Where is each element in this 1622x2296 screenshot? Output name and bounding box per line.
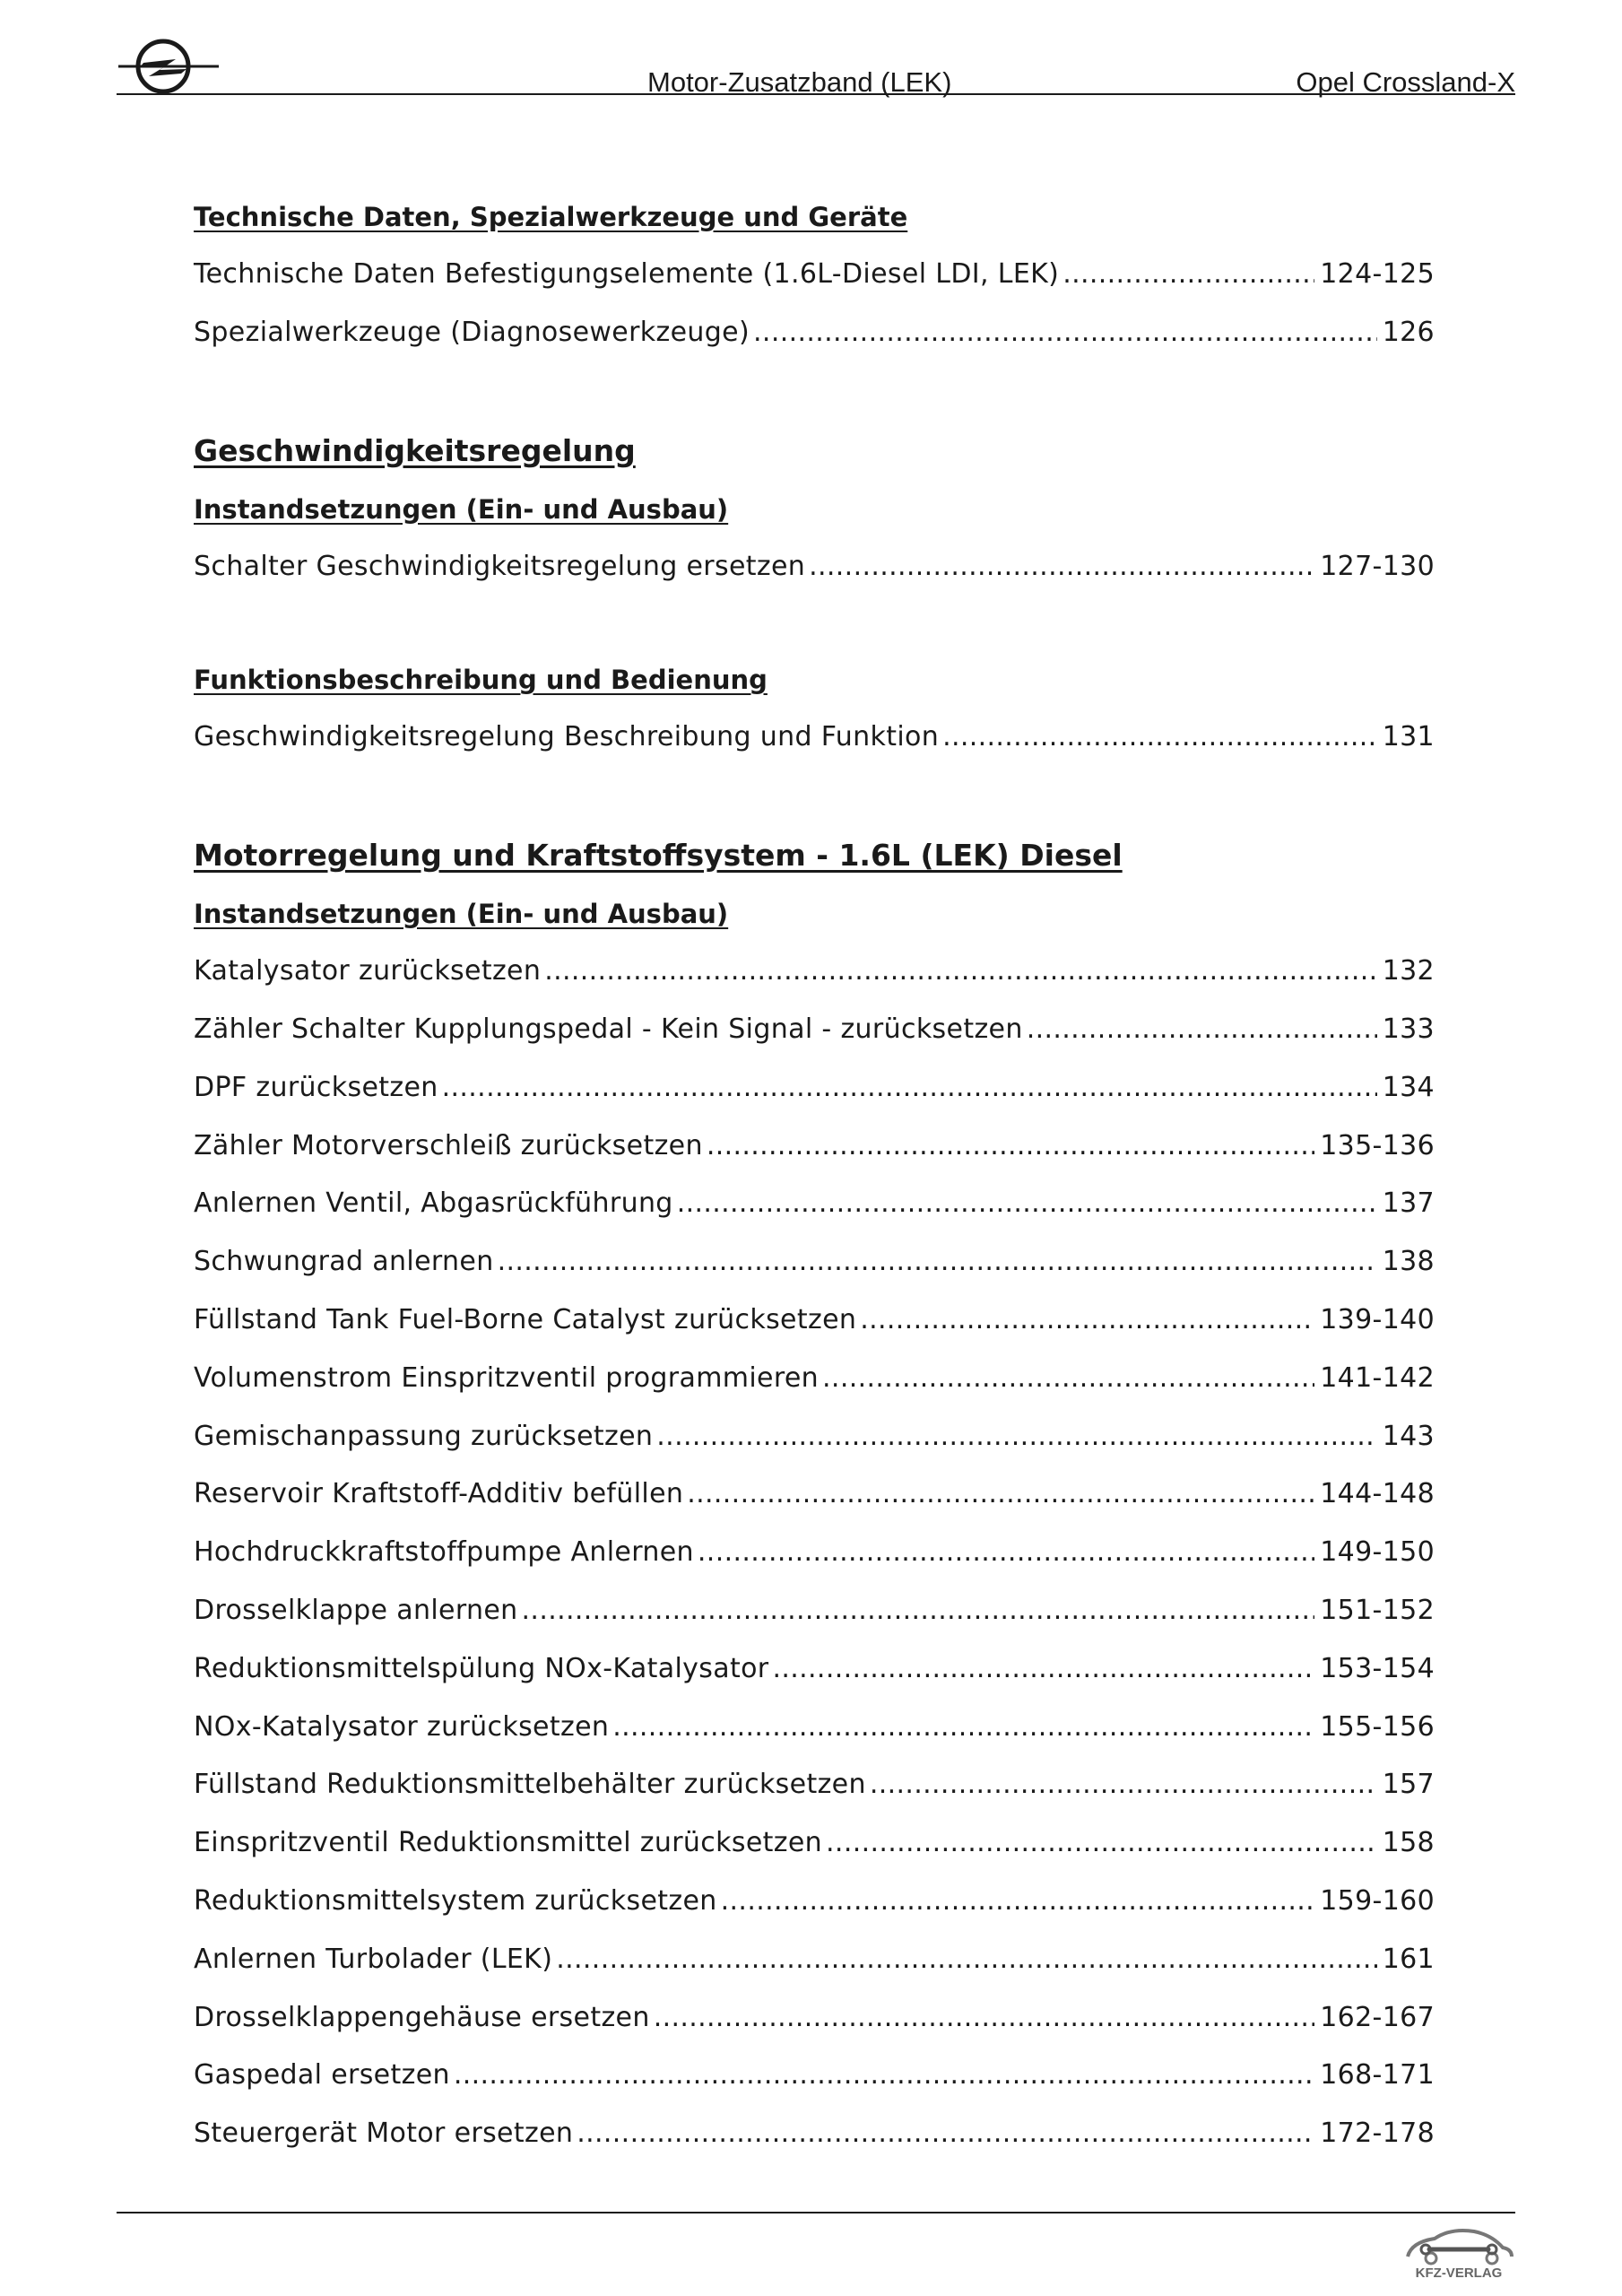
- toc-entry-title: Schalter Geschwindigkeitsregelung ersetzen: [194, 550, 806, 582]
- toc-leader-dots: [654, 1989, 1314, 2048]
- toc-entry-page: 139-140: [1320, 1303, 1435, 1335]
- toc-entry-page: 162-167: [1320, 2001, 1435, 2033]
- spacer: [194, 362, 1435, 422]
- toc-entry-title: Anlernen Turbolader (LEK): [194, 1943, 553, 1975]
- header-divider: [117, 93, 1515, 95]
- toc-entry-title: Katalysator zurücksetzen: [194, 955, 542, 987]
- toc-leader-dots: [442, 1059, 1377, 1118]
- toc-leader-dots: [809, 538, 1314, 596]
- toc-entry-page: 135-136: [1320, 1129, 1435, 1161]
- toc-entry[interactable]: [194, 1292, 1435, 1350]
- toc-entry-title: Anlernen Ventil, Abgasrückführung: [194, 1187, 673, 1220]
- toc-entry-title: Reduktionsmittelsystem zurücksetzen: [194, 1884, 717, 1917]
- toc-entry[interactable]: [194, 1465, 1435, 1524]
- toc-entry-page: 138: [1382, 1246, 1435, 1278]
- chapter-heading: Motorregelung und Kraftstoffsystem - 1.6L (LEK) Diesel: [194, 838, 1123, 874]
- toc-entry[interactable]: [194, 1408, 1435, 1466]
- toc-entry-page: 153-154: [1320, 1652, 1435, 1684]
- toc-entry-page: 133: [1382, 1013, 1435, 1045]
- toc-leader-dots: [687, 1465, 1314, 1524]
- toc-leader-dots: [753, 304, 1377, 362]
- document-title: Motor-Zusatzband (LEK): [647, 66, 952, 98]
- toc-leader-dots: [556, 1931, 1376, 1989]
- toc-entry[interactable]: [194, 1118, 1435, 1176]
- toc-leader-dots: [577, 2105, 1314, 2163]
- toc-leader-dots: [707, 1118, 1314, 1176]
- vehicle-title: Opel Crossland-X: [1296, 66, 1515, 98]
- toc-entry[interactable]: [194, 1756, 1435, 1814]
- toc-entry-page: 141-142: [1320, 1361, 1435, 1394]
- toc-entry-title: Füllstand Tank Fuel-Borne Catalyst zurücksetzen: [194, 1303, 857, 1335]
- toc-entry-title: Zähler Schalter Kupplungspedal - Kein Signal - zurücksetzen: [194, 1013, 1023, 1045]
- toc-entry-page: 172-178: [1320, 2118, 1435, 2150]
- toc-entry-page: 126: [1382, 316, 1435, 348]
- toc-leader-dots: [1063, 246, 1314, 304]
- toc-entry-page: 127-130: [1320, 550, 1435, 582]
- toc-leader-dots: [870, 1756, 1377, 1814]
- opel-logo-icon: [117, 27, 221, 99]
- toc-entry-title: Spezialwerkzeuge (Diagnosewerkzeuge): [194, 316, 750, 348]
- toc-entry-page: 149-150: [1320, 1536, 1435, 1569]
- toc-entry[interactable]: [194, 943, 1435, 1001]
- toc-entry-page: 143: [1382, 1420, 1435, 1452]
- toc-entry[interactable]: [194, 1582, 1435, 1640]
- toc-entry-title: Gaspedal ersetzen: [194, 2059, 450, 2092]
- section-heading: Instandsetzungen (Ein- und Ausbau): [194, 899, 729, 930]
- toc-entry-title: Reservoir Kraftstoff-Additiv befüllen: [194, 1478, 684, 1510]
- toc-entry-title: Einspritzventil Reduktionsmittel zurücksetzen: [194, 1827, 823, 1859]
- toc-entry[interactable]: [194, 1233, 1435, 1292]
- table-of-contents: [194, 188, 1435, 2163]
- toc-leader-dots: [677, 1175, 1377, 1233]
- toc-entry-title: Drosselklappe anlernen: [194, 1594, 518, 1626]
- toc-entry[interactable]: [194, 709, 1435, 767]
- toc-leader-dots: [942, 709, 1377, 767]
- toc-entry-title: Reduktionsmittelspülung NOx-Katalysator: [194, 1652, 769, 1684]
- toc-entry-page: 134: [1382, 1071, 1435, 1103]
- toc-leader-dots: [454, 2047, 1314, 2105]
- toc-leader-dots: [826, 1814, 1377, 1873]
- section-heading: Funktionsbeschreibung und Bedienung: [194, 665, 768, 696]
- toc-entry[interactable]: [194, 246, 1435, 304]
- chapter-heading: Geschwindigkeitsregelung: [194, 432, 636, 468]
- toc-entry-page: 131: [1382, 721, 1435, 753]
- footer-divider: [117, 2212, 1515, 2213]
- toc-entry-title: Hochdruckkraftstoffpumpe Anlernen: [194, 1536, 694, 1569]
- toc-entry[interactable]: [194, 1873, 1435, 1931]
- toc-entry-title: Gemischanpassung zurücksetzen: [194, 1420, 654, 1452]
- toc-entry[interactable]: [194, 1001, 1435, 1059]
- toc-entry-title: Geschwindigkeitsregelung Beschreibung und Funktion: [194, 721, 940, 753]
- toc-leader-dots: [721, 1873, 1315, 1931]
- toc-entry-page: 161: [1382, 1943, 1435, 1975]
- page-header: [117, 27, 1515, 99]
- toc-entry-title: Technische Daten Befestigungselemente (1.6L-Diesel LDI, LEK): [194, 258, 1060, 290]
- toc-entry[interactable]: [194, 2105, 1435, 2163]
- toc-entry[interactable]: [194, 1059, 1435, 1118]
- toc-entry[interactable]: [194, 1640, 1435, 1699]
- spacer: [194, 596, 1435, 651]
- publisher-logo: [1399, 2222, 1519, 2292]
- toc-entry[interactable]: [194, 1814, 1435, 1873]
- toc-leader-dots: [498, 1233, 1377, 1292]
- toc-entry-page: 159-160: [1320, 1884, 1435, 1917]
- toc-leader-dots: [698, 1524, 1314, 1582]
- toc-entry-page: 157: [1382, 1769, 1435, 1801]
- toc-entry-title: NOx-Katalysator zurücksetzen: [194, 1710, 610, 1743]
- car-wrench-icon: [1399, 2222, 1519, 2267]
- publisher-logo-text: KFZ-VERLAG: [1415, 2266, 1503, 2281]
- toc-entry-title: Drosselklappengehäuse ersetzen: [194, 2001, 650, 2033]
- toc-leader-dots: [656, 1408, 1376, 1466]
- toc-entry-page: 132: [1382, 955, 1435, 987]
- toc-entry[interactable]: [194, 1524, 1435, 1582]
- toc-entry[interactable]: [194, 1175, 1435, 1233]
- toc-leader-dots: [822, 1350, 1314, 1408]
- toc-entry[interactable]: [194, 304, 1435, 362]
- toc-entry-page: 144-148: [1320, 1478, 1435, 1510]
- toc-leader-dots: [860, 1292, 1314, 1350]
- toc-entry[interactable]: [194, 538, 1435, 596]
- toc-entry[interactable]: [194, 2047, 1435, 2105]
- toc-entry-page: 137: [1382, 1187, 1435, 1220]
- toc-entry[interactable]: [194, 1931, 1435, 1989]
- section-heading: Instandsetzungen (Ein- und Ausbau): [194, 493, 729, 525]
- toc-entry-title: Füllstand Reduktionsmittelbehälter zurücksetzen: [194, 1769, 866, 1801]
- toc-leader-dots: [1027, 1001, 1377, 1059]
- toc-leader-dots: [612, 1699, 1314, 1757]
- toc-entry[interactable]: [194, 1350, 1435, 1408]
- toc-leader-dots: [522, 1582, 1315, 1640]
- toc-entry-title: Zähler Motorverschleiß zurücksetzen: [194, 1129, 703, 1161]
- toc-entry[interactable]: [194, 1989, 1435, 2048]
- toc-leader-dots: [544, 943, 1376, 1001]
- toc-entry-page: 158: [1382, 1827, 1435, 1859]
- toc-entry-page: 151-152: [1320, 1594, 1435, 1626]
- toc-entry-page: 168-171: [1320, 2059, 1435, 2092]
- toc-entry-page: 124-125: [1320, 258, 1435, 290]
- spacer: [194, 767, 1435, 826]
- toc-entry[interactable]: [194, 1699, 1435, 1757]
- section-heading: Technische Daten, Spezialwerkzeuge und Geräte: [194, 202, 908, 232]
- toc-entry-title: Steuergerät Motor ersetzen: [194, 2118, 574, 2150]
- toc-entry-title: Volumenstrom Einspritzventil programmieren: [194, 1361, 820, 1394]
- toc-entry-page: 155-156: [1320, 1710, 1435, 1743]
- toc-entry-title: Schwungrad anlernen: [194, 1246, 494, 1278]
- toc-leader-dots: [773, 1640, 1315, 1699]
- toc-entry-title: DPF zurücksetzen: [194, 1071, 438, 1103]
